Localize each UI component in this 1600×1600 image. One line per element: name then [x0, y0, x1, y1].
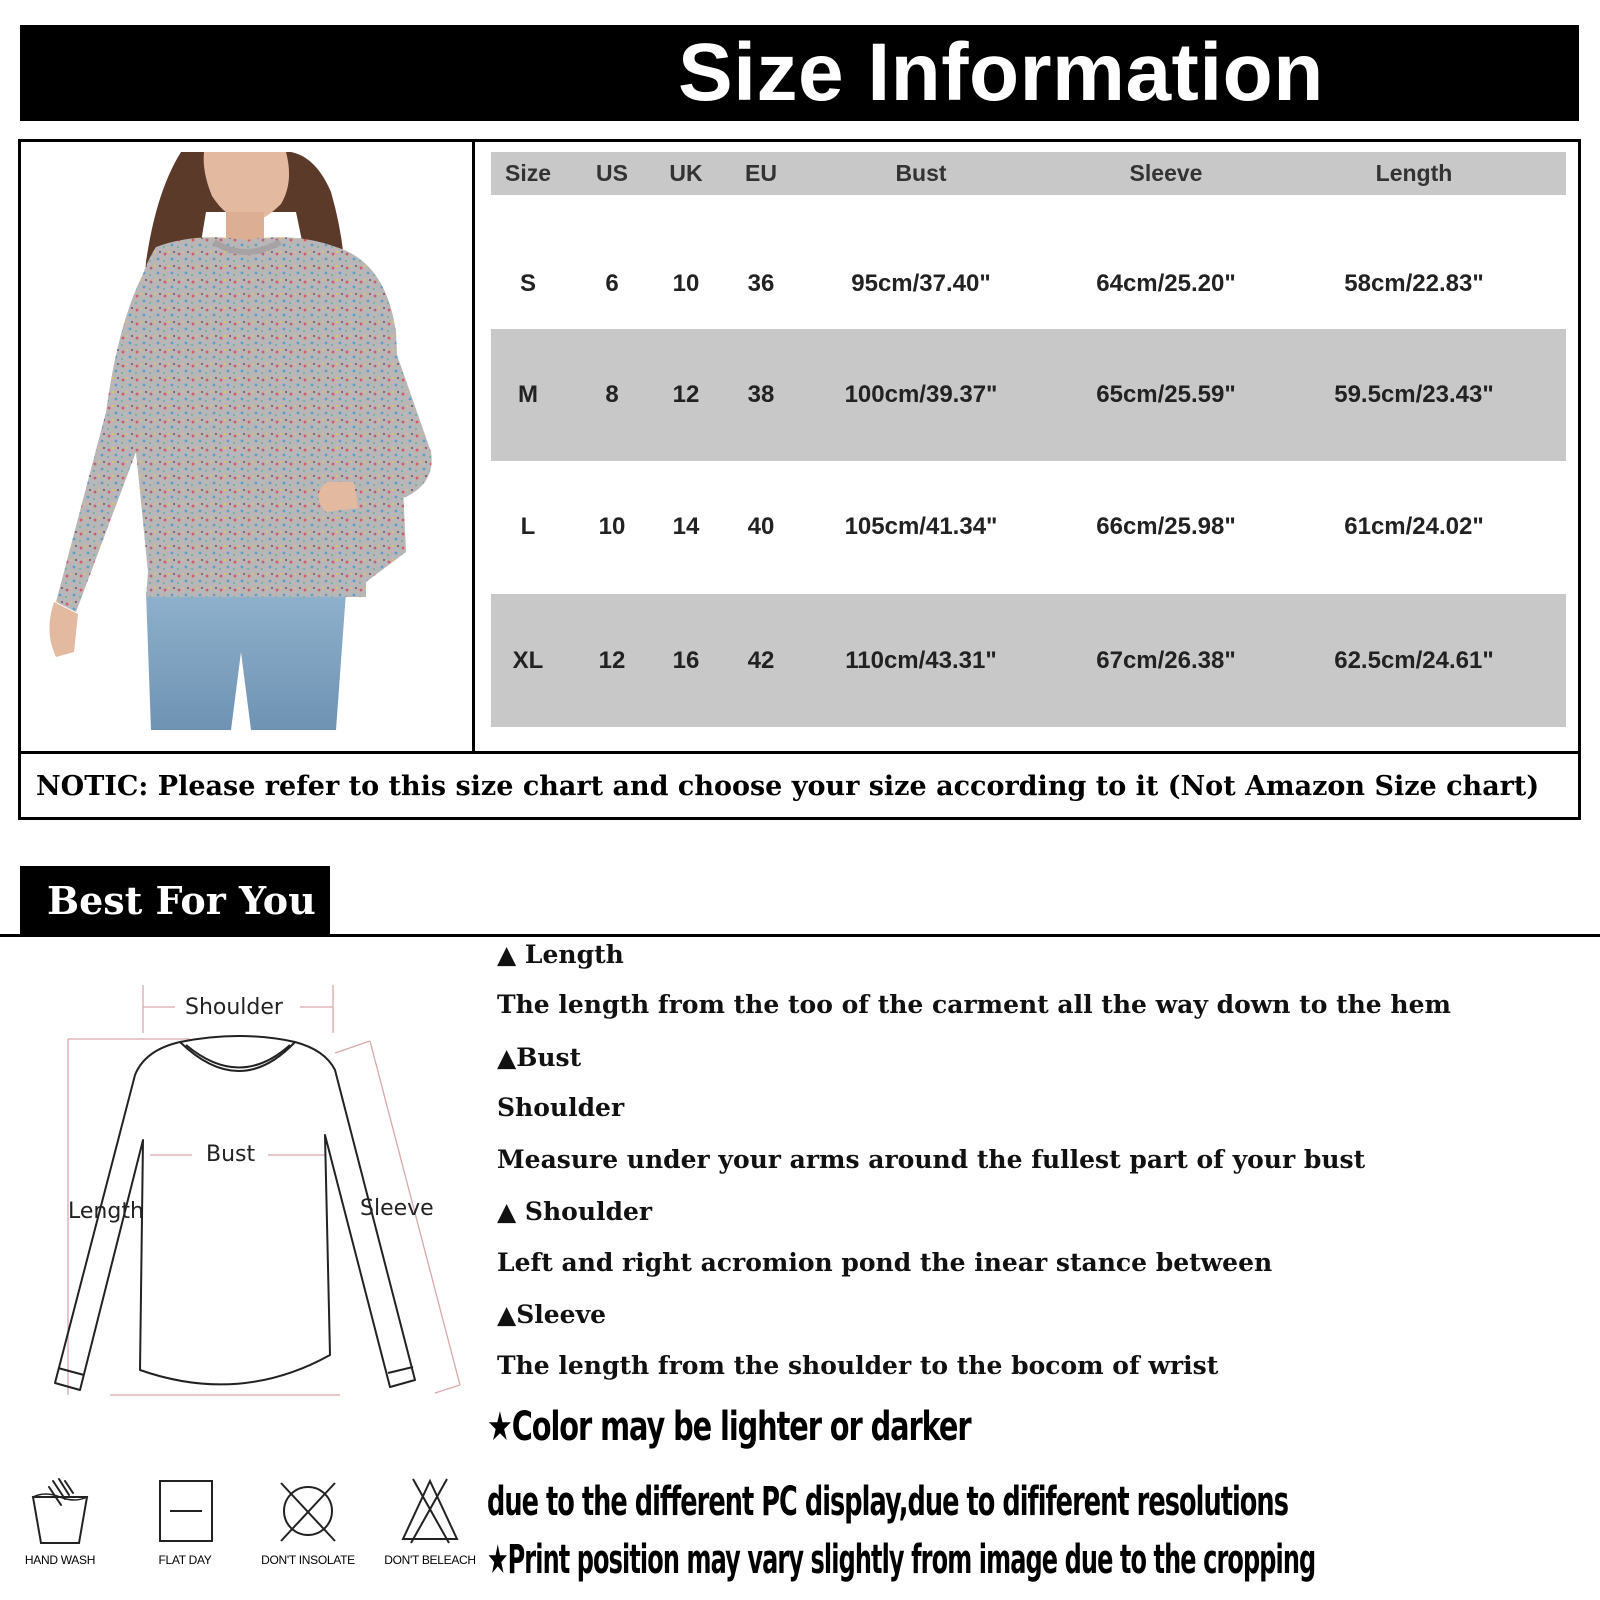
length-cell: 58cm/22.83" [1344, 269, 1484, 297]
eu-cell: 36 [747, 269, 775, 297]
frame-divider-horizontal [18, 751, 1581, 754]
display-note: due to the different PC display,due to dififerent resolutions [487, 1479, 1288, 1525]
hand-wash-icon [25, 1475, 95, 1547]
size-cell: XL [512, 646, 544, 674]
bust-subheading: Shoulder [497, 1093, 625, 1122]
length-description: The length from the too of the carment all the way down to the hem [497, 990, 1451, 1019]
column-header-bust: Bust [895, 160, 947, 186]
sleeve-cell: 67cm/26.38" [1096, 646, 1236, 674]
length-cell: 59.5cm/23.43" [1334, 381, 1494, 408]
size-cell: M [518, 381, 538, 408]
length-cell: 61cm/24.02" [1344, 513, 1484, 540]
uk-cell: 12 [672, 381, 700, 408]
header-bar [20, 25, 1579, 121]
dont-bleach-icon [395, 1475, 465, 1547]
care-label: FLAT DAY [158, 1553, 212, 1567]
table-row [491, 461, 1566, 593]
column-header-eu: EU [745, 160, 777, 186]
uk-cell: 14 [672, 513, 700, 540]
uk-cell: 16 [672, 646, 700, 674]
frame-divider-vertical [472, 139, 475, 751]
best-for-you-tab [20, 866, 330, 936]
table-row [491, 594, 1566, 727]
color-note: ★Color may be lighter or darker [487, 1404, 971, 1450]
flat-dry-icon [150, 1475, 220, 1547]
care-hand-wash [0, 1475, 120, 1585]
care-dont-bleach [370, 1475, 490, 1585]
length-cell: 62.5cm/24.61" [1334, 646, 1494, 674]
care-label: DON'T BELEACH [384, 1553, 476, 1567]
table-row [491, 329, 1566, 461]
bust-cell: 95cm/37.40" [851, 269, 991, 297]
section-rule [0, 934, 1600, 937]
eu-cell: 42 [747, 646, 775, 674]
care-flat-dry [125, 1475, 245, 1585]
us-cell: 8 [605, 381, 619, 408]
sleeve-description: The length from the shoulder to the bocom of wrist [497, 1351, 1219, 1380]
sleeve-cell: 66cm/25.98" [1096, 513, 1236, 540]
column-header-uk: UK [669, 160, 703, 186]
sleeve-cell: 64cm/25.20" [1096, 269, 1236, 297]
eu-cell: 38 [747, 381, 775, 408]
dont-insolate-icon [273, 1475, 343, 1547]
care-label: HAND WASH [24, 1553, 96, 1567]
column-header-sleeve: Sleeve [1129, 160, 1203, 186]
us-cell: 12 [598, 646, 626, 674]
best-for-you-title: Best For You [47, 878, 316, 923]
uk-cell: 10 [672, 269, 700, 297]
size-cell: S [519, 269, 536, 297]
print-position-note: ★Print position may vary slightly from image due to the cropping [487, 1537, 1316, 1583]
us-cell: 6 [605, 269, 619, 297]
bust-description: Measure under your arms around the fullest part of your bust [497, 1145, 1366, 1174]
garment-measurement-sketch [40, 975, 480, 1435]
shoulder-heading: ▲ Shoulder [497, 1197, 653, 1226]
product-photo [36, 152, 452, 730]
sleeve-cell: 65cm/25.59" [1096, 381, 1236, 408]
size-chart-notice: NOTIC: Please refer to this size chart and choose your size according to it (Not Amazon Size chart) [36, 771, 1540, 802]
bust-cell: 100cm/39.37" [844, 381, 998, 408]
sketch-label-length: Length [68, 1199, 144, 1224]
length-heading: ▲ Length [497, 940, 624, 969]
bust-cell: 105cm/41.34" [844, 513, 998, 540]
sketch-label-shoulder: Shoulder [185, 995, 283, 1020]
size-cell: L [520, 513, 536, 540]
sketch-label-sleeve: Sleeve [360, 1196, 434, 1221]
column-header-length: Length [1375, 160, 1453, 186]
us-cell: 10 [598, 513, 626, 540]
bust-cell: 110cm/43.31" [845, 646, 997, 674]
shoulder-description: Left and right acromion pond the inear stance between [497, 1248, 1273, 1277]
column-header-us: US [596, 160, 628, 186]
sketch-label-bust: Bust [206, 1142, 256, 1167]
bust-heading: ▲Bust [497, 1043, 582, 1072]
table-header-row [491, 152, 1566, 195]
sleeve-heading: ▲Sleeve [497, 1300, 607, 1329]
column-header-size: Size [504, 160, 552, 186]
page-title: Size Information [678, 27, 1324, 118]
care-dont-insolate [248, 1475, 368, 1585]
eu-cell: 40 [747, 513, 775, 540]
care-label: DON'T INSOLATE [261, 1553, 355, 1567]
